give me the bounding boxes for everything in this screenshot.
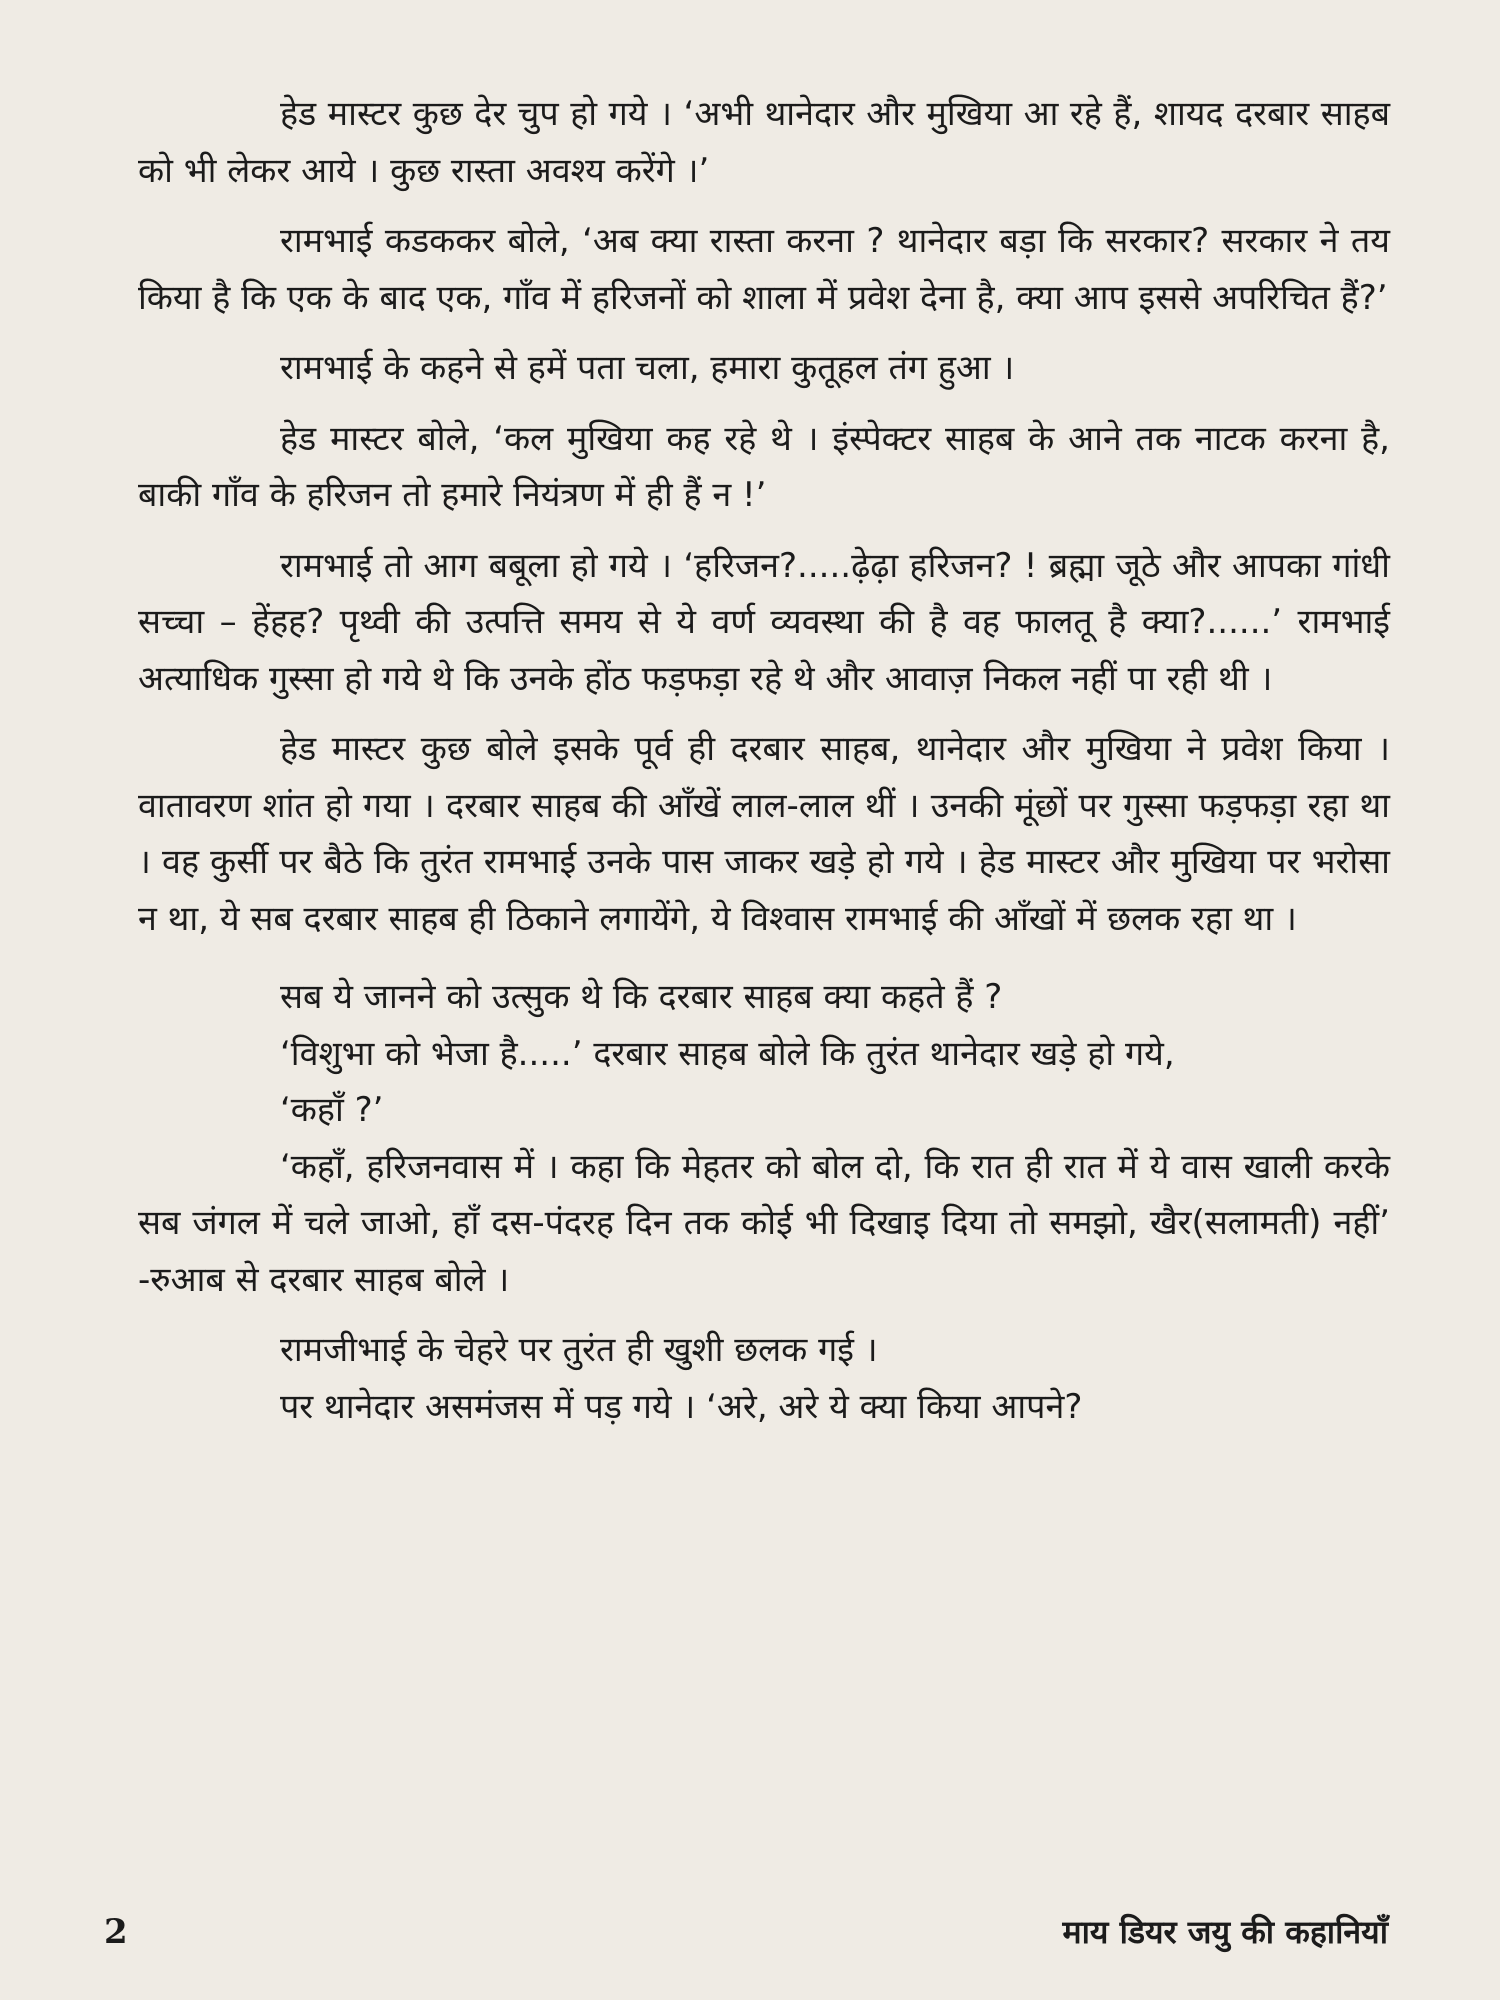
body-text <box>138 86 1390 1435</box>
paragraph-11: रामजीभाई के चेहरे पर तुरंत ही खुशी छलक गई । <box>280 1330 878 1370</box>
paragraph-1: हेड मास्टर कुछ देर चुप हो गये । ‘अभी थानेदार और मुखिया आ रहे हैं, शायद दरबार साहब को भी लेकर आये । कुछ रास्ता अवश्य करेंगे ।’ <box>138 94 1390 191</box>
page-number: 2 <box>104 1912 128 1952</box>
paragraph-12: पर थानेदार असमंजस में पड़ गये । ‘अरे, अरे ये क्या किया आपने? <box>280 1386 1083 1427</box>
paragraph-10: ‘कहाँ, हरिजनवास में । कहा कि मेहतर को बोल दो, कि रात ही रात में ये वास खाली करके सब जंगल में चले जाओ, हाँ दस-पंदरह दिन तक कोई भी दिखाइ दिया तो समझो, खैर(सलामती) नहीं’ -रुआब से दरबार साहब बोले । <box>138 1146 1390 1300</box>
paragraph-4: हेड मास्टर बोले, ‘कल मुखिया कह रहे थे । इंस्पेक्टर साहब के आने तक नाटक करना है, बाकी गाँव के हरिजन तो हमारे नियंत्रण में ही हैं न !’ <box>138 418 1390 515</box>
paragraph-8: ‘विशुभा को भेजा है.....’ दरबार साहब बोले कि तुरंत थानेदार खड़े हो गये, <box>280 1033 1175 1074</box>
paragraph-5: रामभाई तो आग बबूला हो गये । ‘हरिजन?.....ढ़ेढ़ा हरिजन? ! ब्रह्मा जूठे और आपका गांधी सच्चा – हेंहह? पृथ्वी की उत्पत्ति समय से ये वर्ण व्यवस्था की है वह फालतू है क्या?......’ रामभाई अत्याधिक गुस्सा हो गये थे कि उनके होंठ फड़फड़ा रहे थे और आवाज़ निकल नहीं पा रही थी । <box>138 545 1390 699</box>
paragraph-7: सब ये जानने को उत्सुक थे कि दरबार साहब क्या कहते हैं ? <box>280 977 1003 1017</box>
paragraph-2: रामभाई कडककर बोले, ‘अब क्या रास्ता करना ? थानेदार बड़ा कि सरकार? सरकार ने तय किया है कि एक के बाद एक, गाँव में हरिजनों को शाला में प्रवेश देना है, क्या आप इससे अपरिचित हैं?’ <box>138 221 1390 318</box>
paragraph-6: हेड मास्टर कुछ बोले इसके पूर्व ही दरबार साहब, थानेदार और मुखिया ने प्रवेश किया । वातावरण शांत हो गया । दरबार साहब की आँखें लाल-लाल थीं । उनकी मूंछों पर गुस्सा फड़फड़ा रहा था । वह कुर्सी पर बैठे कि तुरंत रामभाई उनके पास जाकर खड़े हो गये । हेड मास्टर और मुखिया पर भरोसा न था, ये सब दरबार साहब ही ठिकाने लगायेंगे, ये विश्वास रामभाई की आँखों में छलक रहा था । <box>138 729 1390 939</box>
running-footer-title: माय डियर जयु की कहानियाँ <box>1062 1913 1388 1951</box>
paragraph-9: ‘कहाँ ?’ <box>280 1090 384 1130</box>
paragraph-3: रामभाई के कहने से हमें पता चला, हमारा कुतूहल तंग हुआ । <box>280 348 1015 388</box>
